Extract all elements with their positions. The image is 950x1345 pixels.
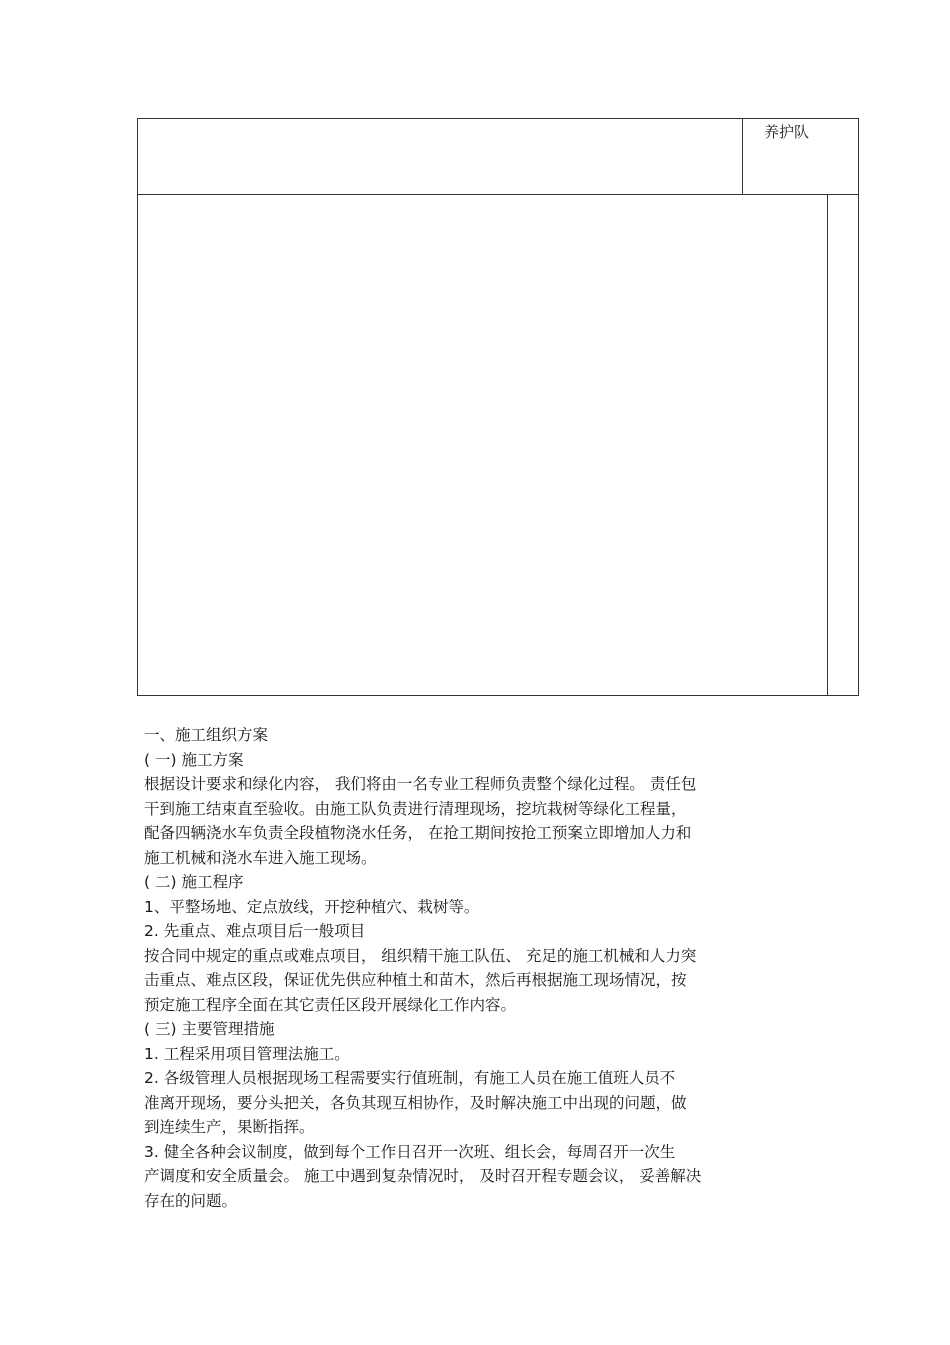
list-item: 2. 先重点、难点项目后一般项目 [144,922,366,940]
paragraph-line: 干到施工结束直至验收。由施工队负责进行清理现场，挖坑栽树等绿化工程量， [144,799,687,818]
list-item: 1. 工程采用项目管理法施工。 [144,1044,350,1063]
paragraph-line: 施工机械和浇水车进入施工现场。 [144,848,377,867]
paragraph-line: 准离开现场，要分头把关，各负其现互相协作，及时解决施工中出现的问题，做 [144,1093,687,1112]
subsection-heading: ( 一) 施工方案 [144,750,244,769]
document-body [144,723,824,1213]
paragraph-line: 按合同中规定的重点或难点项目， 组织精干施工队伍、 充足的施工机械和人力突 [144,946,697,965]
section-heading: 一、施工组织方案 [144,726,269,744]
paragraph-line: 预定施工程序全面在其它责任区段开展绿化工作内容。 [144,995,517,1014]
maintenance-team-label: 养护队 [764,123,810,141]
paragraph-line: 根据设计要求和绿化内容， 我们将由一名专业工程师负责整个绿化过程。 责任包 [144,775,697,793]
paragraph-line: 配备四辆浇水车负责全段植物浇水任务， 在抢工期间按抢工预案立即增加人力和 [144,824,692,842]
table-top-row [137,118,859,195]
subsection-heading: ( 二) 施工程序 [144,873,244,891]
table-top-row-divider [742,118,743,195]
subsection-heading: ( 三) 主要管理措施 [144,1020,275,1038]
table-body-row-divider [827,194,828,696]
paragraph-line: 击重点、难点区段，保证优先供应种植土和苗木，然后再根据施工现场情况，按 [144,971,687,989]
paragraph-line: 存在的问题。 [144,1191,238,1210]
list-item: 1、平整场地、定点放线，开挖种植穴、栽树等。 [144,897,480,916]
table-body-row [137,194,859,696]
paragraph-line: 到连续生产，果断指挥。 [144,1118,315,1136]
list-item: 2. 各级管理人员根据现场工程需要实行值班制，有施工人员在施工值班人员不 [144,1069,676,1087]
list-item: 3. 健全各种会议制度，做到每个工作日召开一次班、组长会，每周召开一次生 [144,1142,676,1161]
paragraph-line: 产调度和安全质量会。 施工中遇到复杂情况时， 及时召开程专题会议， 妥善解决 [144,1167,702,1185]
